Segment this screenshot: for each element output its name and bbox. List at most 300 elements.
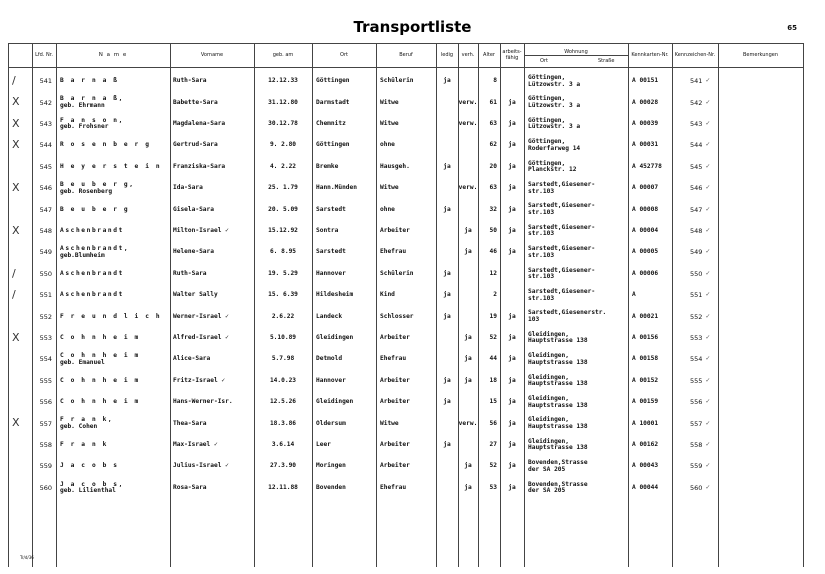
- mark-number-value: 560: [690, 483, 703, 492]
- birth-name: geb. Emanuel: [60, 358, 105, 366]
- header-beruf: Beruf: [399, 52, 413, 58]
- married-flag: ja: [464, 376, 472, 384]
- check-mark: ✓: [705, 184, 711, 192]
- occupation: Hausgeh.: [380, 162, 410, 170]
- address-line-2: Hauptstrasse 138: [528, 444, 588, 452]
- header-arbeitsfaehig: arbeits-fähig: [502, 49, 522, 61]
- single-flag: [436, 221, 458, 242]
- first-name: Werner-Israel ✓: [173, 312, 229, 320]
- address: [528, 371, 628, 392]
- page-number: 65: [787, 24, 797, 32]
- check-mark: ✓: [705, 120, 711, 128]
- row-number: 554: [39, 355, 52, 364]
- age: 62: [489, 141, 497, 149]
- work-capable-flag: ja: [508, 334, 516, 342]
- surname: Aschenbrandt: [60, 269, 124, 277]
- married-flag: ja: [464, 248, 472, 256]
- age: 8: [493, 77, 497, 85]
- check-mark: ✓: [705, 98, 711, 106]
- surname: C o h n h e i m: [60, 398, 140, 406]
- address: [528, 221, 628, 242]
- id-card-number: A 10001: [632, 419, 659, 427]
- occupation: Kind: [380, 291, 395, 299]
- person-name: [60, 371, 168, 392]
- person-name: [60, 92, 168, 113]
- address-line-1: Göttingen,: [528, 159, 566, 167]
- age: 63: [489, 120, 497, 128]
- table-row: [0, 306, 825, 327]
- id-card-number: A 00031: [632, 141, 659, 149]
- row-number: 552: [39, 312, 52, 321]
- birth-date: 5.10.89: [269, 334, 297, 342]
- birth-date: 5.7.98: [271, 355, 295, 363]
- header-wohnung: Wohnung: [564, 49, 588, 55]
- surname: J a c o b s,: [60, 480, 124, 488]
- married-flag: ja: [464, 227, 472, 235]
- table-row: [0, 349, 825, 370]
- work-capable-flag: ja: [508, 355, 516, 363]
- column-rule: [718, 43, 719, 567]
- id-card-number: A 00005: [632, 248, 659, 256]
- address: [528, 478, 628, 499]
- row-number: 546: [39, 184, 52, 193]
- single-flag: ja: [443, 269, 451, 277]
- birth-date: 9. 2.80: [269, 141, 297, 149]
- address-line-2: str.103: [528, 251, 555, 259]
- first-name: Franziska-Sara: [173, 162, 226, 170]
- married-flag: verw.: [458, 98, 478, 106]
- mark-number: [690, 114, 720, 135]
- mark-number-value: 551: [690, 291, 703, 300]
- occupation: Ehefrau: [380, 355, 407, 363]
- work-capable-flag: ja: [508, 120, 516, 128]
- age: 61: [489, 98, 497, 106]
- check-mark: ✓: [705, 312, 711, 320]
- birth-date: 6. 8.95: [269, 248, 297, 256]
- married-flag: [458, 435, 478, 456]
- mark-number: [690, 478, 720, 499]
- row-number: 543: [39, 120, 52, 129]
- table-row: [0, 92, 825, 113]
- table-row: [0, 71, 825, 92]
- check-mark: ✓: [705, 205, 711, 213]
- single-flag: ja: [443, 205, 451, 213]
- surname: B e u b e r g: [60, 205, 130, 213]
- mark-number-value: 550: [690, 269, 703, 278]
- married-flag: [458, 135, 478, 156]
- birth-name: geb. Frohsner: [60, 123, 109, 131]
- mark-number-value: 541: [690, 77, 703, 86]
- address-line-1: Bovenden,Strasse: [528, 480, 588, 488]
- margin-mark: X: [12, 330, 20, 344]
- column-rule: [458, 43, 459, 567]
- age: 63: [489, 184, 497, 192]
- mark-number-value: 556: [690, 398, 703, 407]
- id-card-number: A 00039: [632, 120, 659, 128]
- birth-date: 12.11.88: [268, 483, 298, 491]
- id-card-number: A 00152: [632, 376, 659, 384]
- margin-mark: X: [12, 223, 20, 237]
- header-lfd-nr: Lfd. Nr.: [35, 52, 53, 58]
- header-kennkarten-nr: Kennkarten-Nr.: [631, 52, 669, 58]
- header-geb-am: geb. am: [272, 52, 294, 58]
- check-mark: ✓: [705, 269, 711, 277]
- address-line-2: str.103: [528, 230, 555, 238]
- person-name: [60, 71, 168, 92]
- address-line-2: Roderfarweg 14: [528, 144, 581, 152]
- work-capable-flag: ja: [508, 419, 516, 427]
- first-name: Ruth-Sara: [173, 77, 207, 85]
- work-capable-flag: ja: [508, 462, 516, 470]
- mark-number-value: 549: [690, 248, 703, 257]
- first-name: Hans-Werner-Isr.: [173, 398, 233, 406]
- occupation: Arbeiter: [380, 334, 410, 342]
- row-number: 545: [39, 162, 52, 171]
- mark-number-value: 544: [690, 141, 703, 150]
- address-line-1: Göttingen,: [528, 116, 566, 124]
- column-rule: [254, 43, 255, 567]
- address-line-2: der SA 205: [528, 465, 566, 473]
- age: 53: [489, 483, 497, 491]
- table-row: [0, 199, 825, 220]
- birth-date: 18.3.86: [269, 419, 297, 427]
- work-capable-flag: ja: [508, 441, 516, 449]
- table-row: [0, 178, 825, 199]
- mark-number-value: 545: [690, 162, 703, 171]
- single-flag: [436, 114, 458, 135]
- birth-place: Sarstedt: [316, 248, 346, 256]
- address-line-1: Gleidingen,: [528, 330, 569, 338]
- column-rule: [628, 43, 629, 567]
- single-flag: [436, 328, 458, 349]
- age: 20: [489, 162, 497, 170]
- mark-number-value: 542: [690, 98, 703, 107]
- single-flag: ja: [443, 77, 451, 85]
- column-rule: [436, 43, 437, 567]
- mark-number-value: 543: [690, 120, 703, 129]
- header-alter: Alter: [483, 52, 495, 58]
- mark-number: [690, 413, 720, 434]
- surname: R o s e n b e r g: [60, 141, 151, 149]
- married-flag: [458, 264, 478, 285]
- occupation: Arbeiter: [380, 376, 410, 384]
- birth-date: 15. 6.39: [268, 291, 298, 299]
- check-mark: ✓: [705, 441, 711, 449]
- address: [528, 135, 628, 156]
- first-name: Alfred-Israel ✓: [173, 334, 229, 342]
- address-line-2: str.103: [528, 187, 555, 195]
- married-flag: [458, 306, 478, 327]
- mark-number: [690, 71, 720, 92]
- check-mark: ✓: [705, 398, 711, 406]
- birth-place: Landeck: [316, 312, 343, 320]
- single-flag: ja: [443, 441, 451, 449]
- birth-place: Gleidingen: [316, 398, 354, 406]
- mark-number: [690, 92, 720, 113]
- mark-number: [690, 285, 720, 306]
- mark-number-value: 552: [690, 312, 703, 321]
- single-flag: [436, 178, 458, 199]
- address-line-2: Hauptstrasse 138: [528, 380, 588, 388]
- address-line-1: Göttingen,: [528, 74, 566, 81]
- work-capable-flag: ja: [508, 184, 516, 192]
- margin-mark: X: [12, 116, 20, 130]
- id-card-number: A: [632, 291, 636, 299]
- id-card-number: A 00021: [632, 312, 659, 320]
- mark-number: [690, 242, 720, 263]
- margin-mark: /: [12, 266, 16, 280]
- margin-mark: X: [12, 416, 20, 430]
- age: 18: [489, 376, 497, 384]
- single-flag: [436, 135, 458, 156]
- single-flag: [436, 92, 458, 113]
- mark-number: [690, 306, 720, 327]
- row-number: 541: [39, 77, 52, 86]
- person-name: [60, 456, 168, 477]
- address: [528, 435, 628, 456]
- first-name: Ida-Sara: [173, 184, 203, 192]
- column-rule: [478, 43, 479, 567]
- first-name: Gisela-Sara: [173, 205, 214, 213]
- address: [528, 199, 628, 220]
- married-flag: verw.: [458, 419, 478, 427]
- address: [528, 157, 628, 178]
- address-line-1: Bovenden,Strasse: [528, 459, 588, 467]
- header-bemerkungen: Bemerkungen: [742, 52, 778, 58]
- address: [528, 114, 628, 135]
- surname: F r a n k: [60, 441, 108, 449]
- birth-date: 27.3.90: [269, 462, 297, 470]
- birth-place: Sontra: [316, 227, 339, 235]
- birth-date: 20. 5.09: [268, 205, 298, 213]
- table-row: [0, 114, 825, 135]
- birth-place: Darmstadt: [316, 98, 350, 106]
- id-card-number: A 00043: [632, 462, 659, 470]
- column-rule: [376, 43, 377, 567]
- mark-number-value: 547: [690, 205, 703, 214]
- single-flag: ja: [443, 312, 451, 320]
- married-flag: [458, 71, 478, 92]
- mark-number: [690, 349, 720, 370]
- address-line-1: Gleidingen,: [528, 395, 569, 402]
- occupation: Witwe: [380, 98, 399, 106]
- mark-number: [690, 435, 720, 456]
- id-card-number: A 00044: [632, 483, 659, 491]
- mark-number-value: 558: [690, 441, 703, 450]
- mark-number-value: 559: [690, 462, 703, 471]
- first-name: Gertrud-Sara: [173, 141, 218, 149]
- column-rule: [672, 43, 673, 567]
- mark-number-value: 546: [690, 184, 703, 193]
- table-row: [0, 242, 825, 263]
- table-row: [0, 264, 825, 285]
- id-card-number: A 00159: [632, 398, 659, 406]
- occupation: Arbeiter: [380, 398, 410, 406]
- column-rule: [500, 43, 501, 567]
- person-name: [60, 264, 168, 285]
- check-mark: ✓: [705, 248, 711, 256]
- row-number: 559: [39, 462, 52, 471]
- address-line-2: Hauptstrasse 138: [528, 401, 588, 409]
- surname: Aschenbrandt,: [60, 245, 130, 253]
- address-line-2: Hauptstrasse 138: [528, 422, 588, 430]
- occupation: ohne: [380, 205, 395, 213]
- address: [528, 264, 628, 285]
- surname: C o h n h e i m: [60, 352, 140, 360]
- document-title: Transportliste: [353, 18, 472, 36]
- header-wohnung-strasse: Straße: [598, 58, 615, 64]
- married-flag: [458, 285, 478, 306]
- margin-mark: X: [12, 138, 20, 152]
- header-ledig: ledig: [440, 52, 454, 58]
- person-name: [60, 242, 168, 263]
- single-flag: [436, 413, 458, 434]
- margin-mark: X: [12, 181, 20, 194]
- address: [528, 242, 628, 263]
- occupation: Schülerin: [380, 269, 414, 277]
- mark-number: [690, 178, 720, 199]
- margin-mark: /: [12, 74, 16, 87]
- surname: C o h n h e i m: [60, 376, 140, 384]
- row-number: 547: [39, 205, 52, 214]
- address: [528, 178, 628, 199]
- id-card-number: A 452778: [632, 162, 662, 170]
- mark-number: [690, 199, 720, 220]
- row-number: 549: [39, 248, 52, 257]
- row-number: 558: [39, 441, 52, 450]
- address-line-1: Sarstedt,Giesener-: [528, 288, 596, 295]
- single-flag: ja: [443, 291, 451, 299]
- table-row: [0, 157, 825, 178]
- surname: B e u b e r g,: [60, 181, 135, 188]
- work-capable-flag: ja: [508, 483, 516, 491]
- married-flag: [458, 392, 478, 413]
- first-name: Milton-Israel ✓: [173, 227, 229, 235]
- address-line-2: Lützowstr. 3 a: [528, 101, 581, 109]
- address-line-2: Hauptstrasse 138: [528, 358, 588, 366]
- address-line-2: str.103: [528, 273, 555, 281]
- row-number: 551: [39, 291, 52, 300]
- row-number: 555: [39, 376, 52, 385]
- occupation: Ehefrau: [380, 248, 407, 256]
- row-number: 542: [39, 98, 52, 107]
- person-name: [60, 157, 168, 178]
- first-name: Rosa-Sara: [173, 483, 207, 491]
- occupation: Witwe: [380, 120, 399, 128]
- birth-date: 4. 2.22: [269, 162, 297, 170]
- birth-place: Chemnitz: [316, 120, 346, 128]
- occupation: ohne: [380, 141, 395, 149]
- table-row: [0, 371, 825, 392]
- address-line-1: Sarstedt,Giesener-: [528, 266, 596, 274]
- margin-mark: X: [12, 95, 20, 109]
- birth-name: geb. Rosenberg: [60, 187, 113, 195]
- transport-table: [0, 43, 825, 567]
- table-row: [0, 135, 825, 156]
- person-name: [60, 178, 168, 199]
- birth-place: Moringen: [316, 462, 346, 470]
- single-flag: ja: [443, 398, 451, 406]
- check-mark: ✓: [705, 334, 711, 342]
- address-line-2: Lützowstr. 3 a: [528, 80, 581, 88]
- address: [528, 413, 628, 434]
- column-rule: [524, 43, 525, 567]
- birth-place: Detmold: [316, 355, 343, 363]
- married-flag: [458, 157, 478, 178]
- address-line-2: Lützowstr. 3 a: [528, 123, 581, 131]
- married-flag: [458, 199, 478, 220]
- birth-place: Hildesheim: [316, 291, 354, 299]
- single-flag: [436, 349, 458, 370]
- mark-number-value: 553: [690, 334, 703, 343]
- mark-number: [690, 264, 720, 285]
- surname: B a r n a ß: [60, 77, 119, 85]
- first-name: Thea-Sara: [173, 419, 207, 427]
- address: [528, 349, 628, 370]
- age: 46: [489, 248, 497, 256]
- address-line-2: 103: [528, 315, 540, 323]
- column-rule: [312, 43, 313, 567]
- married-flag: ja: [464, 334, 472, 342]
- birth-date: 14.0.23: [269, 376, 297, 384]
- work-capable-flag: ja: [508, 312, 516, 320]
- first-name: Helene-Sara: [173, 248, 214, 256]
- single-flag: [436, 478, 458, 499]
- first-name: Babette-Sara: [173, 98, 218, 106]
- header-name: N a m e: [98, 52, 128, 58]
- first-name: Walter Sally: [173, 291, 218, 299]
- row-number: 556: [39, 398, 52, 407]
- work-capable-flag: ja: [508, 398, 516, 406]
- age: 2: [493, 291, 497, 299]
- married-flag: ja: [464, 483, 472, 491]
- address: [528, 392, 628, 413]
- surname: B a r n a ß,: [60, 95, 124, 103]
- mark-number-value: 555: [690, 376, 703, 385]
- address-line-2: Planckstr. 12: [528, 166, 577, 174]
- birth-place: Bremke: [316, 162, 339, 170]
- work-capable-flag: ja: [508, 205, 516, 213]
- occupation: Schülerin: [380, 77, 414, 85]
- mark-number: [690, 456, 720, 477]
- footer-code: Tr/d/36: [20, 555, 34, 560]
- work-capable-flag: [500, 71, 524, 92]
- table-row: [0, 328, 825, 349]
- married-flag: verw.: [458, 184, 478, 192]
- address-line-1: Sarstedt,Giesener-: [528, 181, 596, 188]
- id-card-number: A 00158: [632, 355, 659, 363]
- address: [528, 71, 628, 92]
- occupation: Ehefrau: [380, 483, 407, 491]
- column-rule: [32, 43, 33, 567]
- surname: H e y e r s t e i n: [60, 162, 162, 170]
- age: 19: [489, 312, 497, 320]
- occupation: Schlosser: [380, 312, 414, 320]
- id-card-number: A 00007: [632, 184, 659, 192]
- work-capable-flag: ja: [508, 98, 516, 106]
- occupation: Arbeiter: [380, 441, 410, 449]
- work-capable-flag: [500, 264, 524, 285]
- mark-number-value: 548: [690, 227, 703, 236]
- birth-date: 12.12.33: [268, 77, 298, 85]
- mark-number-value: 554: [690, 355, 703, 364]
- birth-name: geb. Ehrmann: [60, 101, 105, 109]
- birth-place: Gleidingen: [316, 334, 354, 342]
- first-name: Fritz-Israel ✓: [173, 376, 226, 384]
- work-capable-flag: ja: [508, 248, 516, 256]
- address-line-2: str.103: [528, 208, 555, 216]
- table-row: [0, 456, 825, 477]
